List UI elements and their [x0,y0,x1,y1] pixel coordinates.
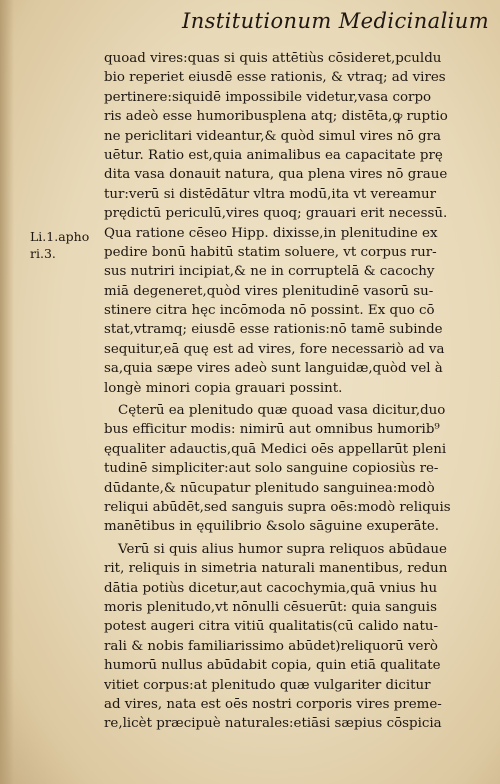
text-line: moris plenitudo,vt nōnulli cēsuerūt: quia sanguis [104,599,437,615]
text-line: tudinē simpliciter:aut solo sanguine copiosiùs re- [104,461,439,477]
text-line: pedire bonū habitū statim soluere, vt corpus rur- [104,244,437,260]
text-line: sequitur,eā quę est ad vires, fore necessariò ad va [104,341,445,357]
text-line: stinere citra hęc incōmoda nō possint. Ex quo cō [104,303,435,319]
text-line: uētur. Ratio est,quia animalibus ea capacitate prę [104,147,443,163]
text-line: sa,quia sæpe vires adeò sunt languidæ,quòd vel à [104,361,443,377]
text-line: Qua ratione cēseo Hipp. dixisse,in plenitudine ex [104,225,438,241]
text-line: tur:verū si distēdātur vltra modū,ita vt vereamur [104,186,437,202]
text-line: re,licèt præcipuè naturales:etiāsi sæpius cōspicia [104,716,442,732]
text-line: dātia potiùs dicetur,aut cacochymia,quā vnius hu [104,580,438,596]
text-line: sus nutriri incipiat,& ne in corruptelā & cacochy [104,264,435,280]
text-line: vitiet corpus:at plenitudo quæ vulgariter dicitur [104,677,431,693]
text-line: potest augeri citra vitiū qualitatis(cū calido natu- [104,619,439,635]
text-line: prędictū periculū,vires quoq; grauari erit necessū. [104,206,448,222]
text-line: bus efficitur modis: nimirū aut omnibus humorib⁹ [104,422,440,438]
text-line: ris adeò esse humoribusplena atq; distēta,ꝙ ruptio [104,109,448,125]
text-line: ne periclitari videantur,& quòd simul vires nō gra [104,128,441,144]
text-line: stat,vtramq; eiusdē esse rationis:nō tamē subinde [104,322,443,338]
text-line: Verū si quis alius humor supra reliquos abūdaue [118,541,447,557]
text-line: rali & nobis familiarissimo abūdet)reliquorū verò [104,638,438,654]
page-edge-shadow [0,0,14,784]
text-line: dūdante,& nūcupatur plenitudo sanguinea:modò [104,480,435,496]
text-line: ęqualiter adauctis,quā Medici oēs appellarūt pleni [104,441,447,457]
body-text [104,49,476,734]
text-line: Cęterū ea plenitudo quæ quoad vasa dicitur,duo [118,403,446,419]
text-line: bio reperiet eiusdē esse rationis, & vtraq; ad vires [104,70,446,86]
margin-note-line: ri.3. [30,246,56,261]
text-line: reliqui abūdēt,sed sanguis supra oēs:modò reliquis [104,499,451,515]
text-line: pertinere:siquidē impossibile videtur,vasa corpo [104,89,432,105]
paragraph [104,49,476,398]
paragraph [104,401,476,537]
text-line: miā degeneret,quòd vires plenitudinē vasorū su- [104,283,434,299]
text-line: manētibus in ęquilibrio &solo sāguine exuperāte. [104,519,440,535]
running-header: Institutionum Medicinalium [182,9,490,33]
margin-note-line: Li.1.apho [30,229,90,244]
paragraph [104,540,476,734]
text-line: dita vasa donauit natura, qua plena vires nō graue [104,167,448,183]
text-line: rit, reliquis in simetria naturali manentibus, redun [104,561,448,577]
text-line: ad vires, nata est oēs nostri corporis vires preme- [104,696,442,712]
text-line: quoad vires:quas si quis attētiùs cōsideret,pculdu [104,51,442,66]
margin-note [30,228,89,262]
text-line: longè minori copia grauari possint. [104,380,343,396]
text-line: humorū nullus abūdabit copia, quin etiā qualitate [104,658,441,674]
